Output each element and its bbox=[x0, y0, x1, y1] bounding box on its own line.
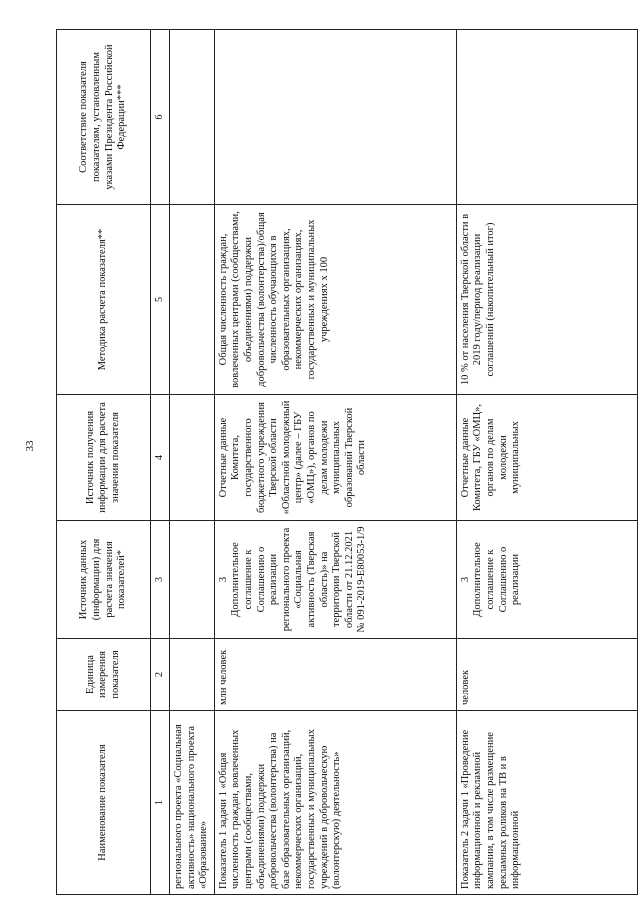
column-number: 3 bbox=[151, 521, 170, 639]
column-number: 6 bbox=[151, 30, 170, 205]
data-source-text: Дополнительное соглашение к Соглашению о реализации bbox=[472, 542, 522, 617]
header-data-source: Источник данных (информации) для расчета значения показателей* bbox=[57, 521, 151, 639]
indicator-table bbox=[56, 29, 638, 895]
section-empty-cell bbox=[170, 521, 215, 639]
unit-cell: млн человек bbox=[214, 639, 456, 711]
column-number: 4 bbox=[151, 395, 170, 521]
section-empty-cell bbox=[170, 30, 215, 205]
header-unit: Единица измерения показателя bbox=[57, 639, 151, 711]
conformity-cell bbox=[214, 30, 456, 205]
data-source-number: 3 bbox=[459, 576, 471, 583]
section-empty-cell bbox=[170, 639, 215, 711]
data-source-cell bbox=[456, 521, 637, 639]
table-row bbox=[456, 30, 637, 895]
section-row bbox=[170, 30, 215, 895]
rotated-page-content bbox=[56, 30, 622, 895]
data-source-number: 3 bbox=[217, 576, 229, 583]
indicator-name: Показатель 2 задачи 1 «Проведение информационной и рекламной кампании, в том числе размещение рекламных роликов на ТВ и в информационной bbox=[456, 711, 637, 895]
data-source-text: Дополнительное соглашение к Соглашению о реализации регионального проекта «Социальная активность (Тверская область)» на территории Тверской области от 21.12.2021 № 091-2019-Е80053-1/9 bbox=[230, 526, 368, 633]
unit-cell: человек bbox=[456, 639, 637, 711]
header-info-source: Источник получения информации для расчета значения показателя bbox=[57, 395, 151, 521]
section-text: регионального проекта «Социальная активность» национального проекта «Образование» bbox=[170, 711, 215, 895]
data-source-cell bbox=[214, 521, 456, 639]
column-number-row bbox=[151, 30, 170, 895]
header-method: Методика расчета показателя** bbox=[57, 205, 151, 395]
header-conformity: Соответствие показателя показателям, установленным указами Президента Российской Федерации*** bbox=[57, 30, 151, 205]
info-source-cell: Отчетные данные Комитета, ГБУ «ОМЦ», органов по делам молодежи муниципальных bbox=[456, 395, 637, 521]
table-row bbox=[214, 30, 456, 895]
column-number: 2 bbox=[151, 639, 170, 711]
method-cell: Общая численность граждан, вовлеченных центрами (сообществами, объединениями) поддержки добровольчества (волонтерства)/общая численность обучающихся в образовательных организациях, некоммерческих организациях, государственных и муниципальных учреждениях х 100 bbox=[214, 205, 456, 395]
section-empty-cell bbox=[170, 205, 215, 395]
header-row bbox=[57, 30, 151, 895]
column-number: 1 bbox=[151, 711, 170, 895]
indicator-name: Показатель 1 задачи 1 «Общая численность граждан, вовлеченных центрами (сообществами, объединениями) поддержки добровольчества (волонтерства) на базе образовательных организаций, некоммерческих организаций, государственных и муниципальных учреждений в добровольческую (волонтерскую) деятельность» bbox=[214, 711, 456, 895]
section-empty-cell bbox=[170, 395, 215, 521]
header-indicator-name: Наименование показателя bbox=[57, 711, 151, 895]
conformity-cell bbox=[456, 30, 637, 205]
info-source-cell: Отчетные данные Комитета, государственного бюджетного учреждения Тверской области «Областной молодежный центр» (далее – ГБУ «ОМЦ»), органов по делам молодежи муниципальных образований Тверской области bbox=[214, 395, 456, 521]
page-number: 33 bbox=[24, 440, 36, 452]
column-number: 5 bbox=[151, 205, 170, 395]
method-cell: 10 % от населения Тверской области в 2019 году/период реализации соглашений (накопительный итог) bbox=[456, 205, 637, 395]
